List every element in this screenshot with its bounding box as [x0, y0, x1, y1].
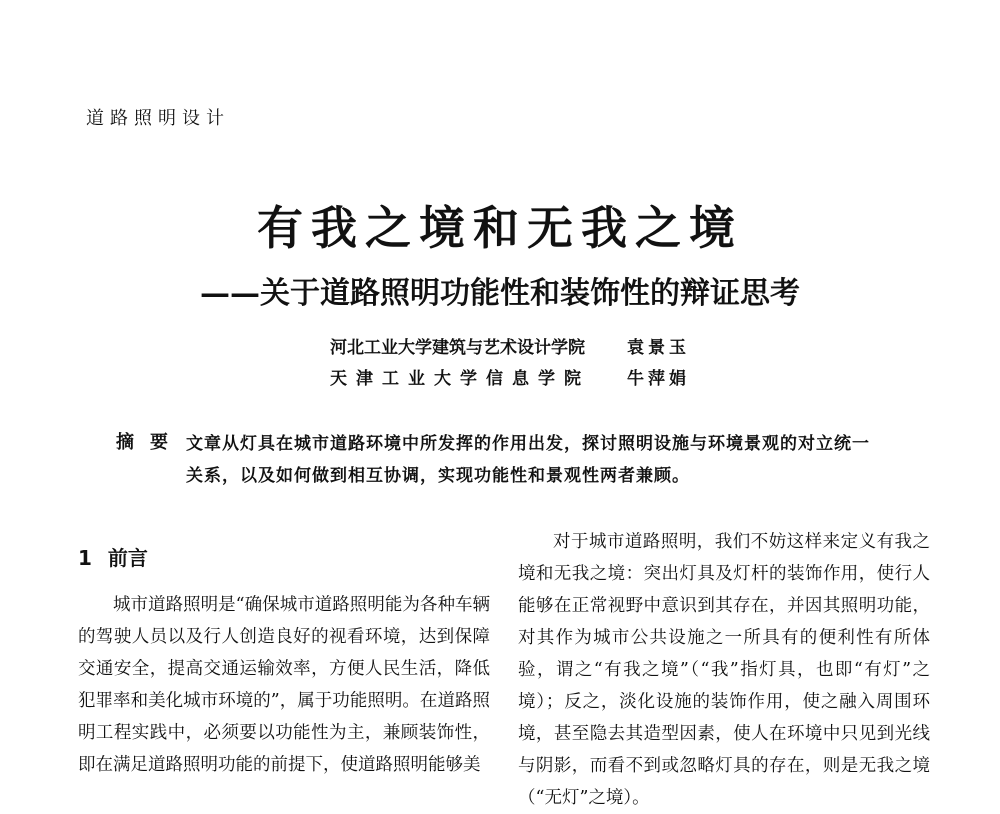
body-paragraph-left: 城市道路照明是“确保城市道路照明能为各种车辆的驾驶人员以及行人创造良好的视看环境，达到保障交通安全，提高交通运输效率，方便人民生活，降低犯罪率和美化城市环境的”，属于功能照明。在道路照明工程实践中，必须要以功能性为主，兼顾装饰性，即在满足道路照明功能的前提下，使道路照明能够美: [78, 595, 490, 775]
abstract-text: 文章从灯具在城市道路环境中所发挥的作用出发，探讨照明设施与环境景观的对立统一关系，以及如何做到相互协调，实现功能性和景观性两者兼顾。: [186, 434, 870, 486]
article-title: 有我之境和无我之境: [257, 201, 743, 255]
author-institution: 天津工业大学信息学院: [330, 369, 590, 389]
section-heading: [78, 542, 148, 571]
author-affiliation-2: [330, 364, 690, 389]
body-paragraph-right: 对于城市道路照明，我们不妨这样来定义有我之境和无我之境：突出灯具及灯杆的装饰作用，使行人能够在正常视野中意识到其存在，并因其照明功能，对其作为城市公共设施之一所具有的便利性有所体验，谓之“有我之境”（“我”指灯具，也即“有灯”之境）；反之，淡化设施的装饰作用，使之融入周围环境，甚至隐去其造型因素，使人在环境中只见到光线与阴影，而看不到或忽略灯具的存在，则是无我之境（“无灯”之境）。: [518, 532, 930, 808]
section-title: 前言: [107, 546, 148, 570]
author-name: 牛萍娟: [627, 369, 690, 389]
author-institution: 河北工业大学建筑与艺术设计学院: [330, 338, 585, 358]
abstract-label: 摘要: [116, 432, 184, 453]
author-name: 袁景玉: [627, 338, 690, 358]
section-number: 1: [78, 546, 92, 570]
article-subtitle: ——关于道路照明功能性和装饰性的辩证思考: [200, 276, 800, 311]
author-affiliation-1: [330, 333, 690, 358]
journal-section-header: 道路照明设计: [86, 108, 230, 129]
